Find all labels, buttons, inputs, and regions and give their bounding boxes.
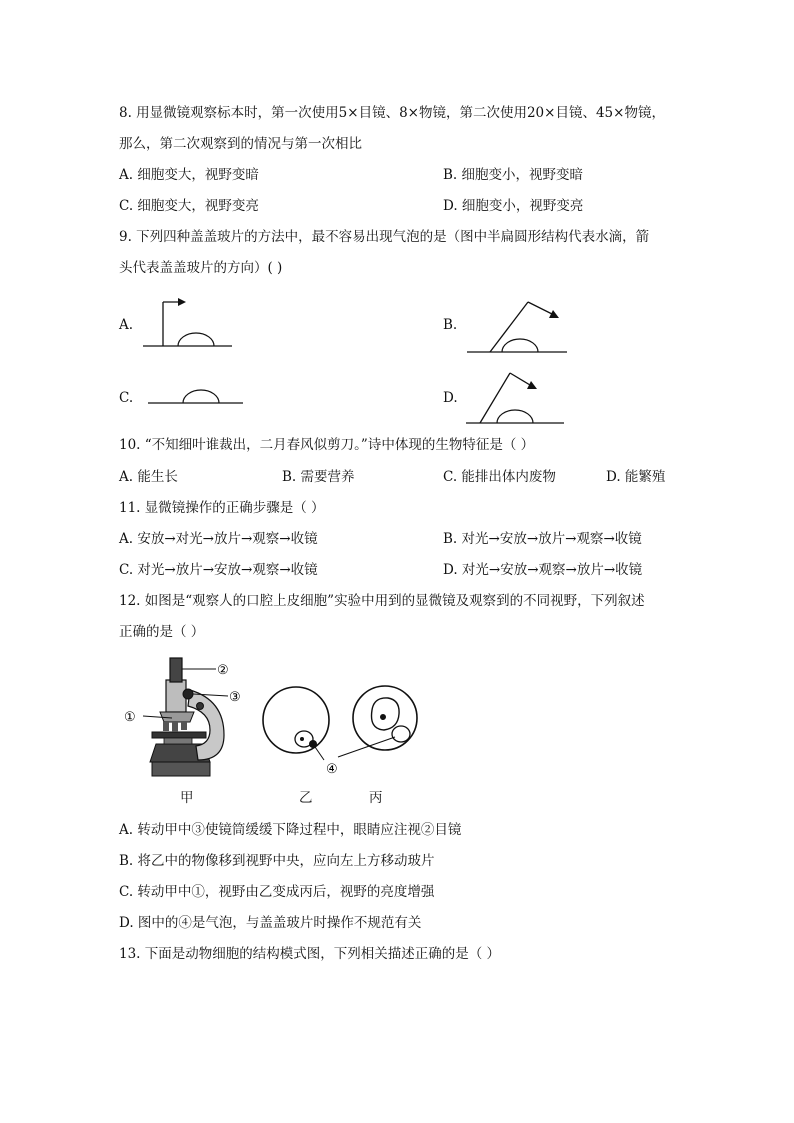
label-jia: 甲 bbox=[180, 790, 194, 806]
q10-option-a[interactable]: A. 能生长 bbox=[119, 469, 178, 485]
label-yi: 乙 bbox=[299, 790, 313, 806]
label-n2: ② bbox=[217, 663, 229, 678]
q10-option-c[interactable]: C. 能排出体内废物 bbox=[443, 469, 556, 485]
q11-option-b[interactable]: B. 对光→安放→放片→观察→收镜 bbox=[443, 531, 642, 547]
label-n1: ① bbox=[124, 710, 136, 725]
q12-option-d[interactable]: D. 图中的④是气泡，与盖盖玻片时操作不规范有关 bbox=[119, 915, 422, 931]
q8-option-b[interactable]: B. 细胞变小，视野变暗 bbox=[443, 167, 584, 183]
q8-option-d[interactable]: D. 细胞变小，视野变亮 bbox=[443, 198, 584, 214]
q8-stem-line2: 那么，第二次观察到的情况与第一次相比 bbox=[119, 136, 362, 152]
q9-label-d[interactable]: D. bbox=[443, 390, 458, 406]
q12-option-a[interactable]: A. 转动甲中③使镜筒缓缓下降过程中，眼睛应注视②目镜 bbox=[119, 822, 462, 838]
q13-stem: 13. 下面是动物细胞的结构模式图，下列相关描述正确的是（ ） bbox=[119, 946, 501, 962]
q12-stem-line2: 正确的是（ ） bbox=[119, 624, 205, 640]
q9-label-a[interactable]: A. bbox=[119, 317, 134, 333]
q8-option-c[interactable]: C. 细胞变大，视野变亮 bbox=[119, 198, 259, 214]
label-n4: ④ bbox=[326, 762, 338, 777]
q11-option-c[interactable]: C. 对光→放片→安放→观察→收镜 bbox=[119, 562, 318, 578]
q12-stem-line1: 12. 如图是“观察人的口腔上皮细胞”实验中用到的显微镜及观察到的不同视野，下列叙述 bbox=[119, 593, 645, 609]
q9-label-b[interactable]: B. bbox=[443, 317, 458, 333]
q10-option-b[interactable]: B. 需要营养 bbox=[282, 469, 355, 485]
label-n3: ③ bbox=[229, 690, 241, 705]
q9-stem-line2: 头代表盖盖玻片的方向）( ) bbox=[119, 260, 283, 276]
q11-stem: 11. 显微镜操作的正确步骤是（ ） bbox=[119, 500, 325, 516]
q10-option-d[interactable]: D. 能繁殖 bbox=[606, 469, 666, 485]
q11-option-d[interactable]: D. 对光→安放→观察→放片→收镜 bbox=[443, 562, 643, 578]
label-bing: 丙 bbox=[369, 790, 383, 806]
q8-option-a[interactable]: A. 细胞变大，视野变暗 bbox=[119, 167, 259, 183]
q8-stem-line1: 8. 用显微镜观察标本时，第一次使用5×目镜、8×物镜，第二次使用20×目镜、45×物镜， bbox=[119, 105, 665, 121]
q12-option-b[interactable]: B. 将乙中的物像移到视野中央，应向左上方移动玻片 bbox=[119, 853, 435, 869]
q9-label-c[interactable]: C. bbox=[119, 390, 134, 406]
q9-stem-line1: 9. 下列四种盖盖玻片的方法中，最不容易出现气泡的是（图中半扁圆形结构代表水滴，箭 bbox=[119, 229, 650, 245]
q12-option-c[interactable]: C. 转动甲中①，视野由乙变成丙后，视野的亮度增强 bbox=[119, 884, 435, 900]
q11-option-a[interactable]: A. 安放→对光→放片→观察→收镜 bbox=[119, 531, 318, 547]
q10-stem: 10. “不知细叶谁裁出，二月春风似剪刀。”诗中体现的生物特征是（ ） bbox=[119, 437, 535, 453]
